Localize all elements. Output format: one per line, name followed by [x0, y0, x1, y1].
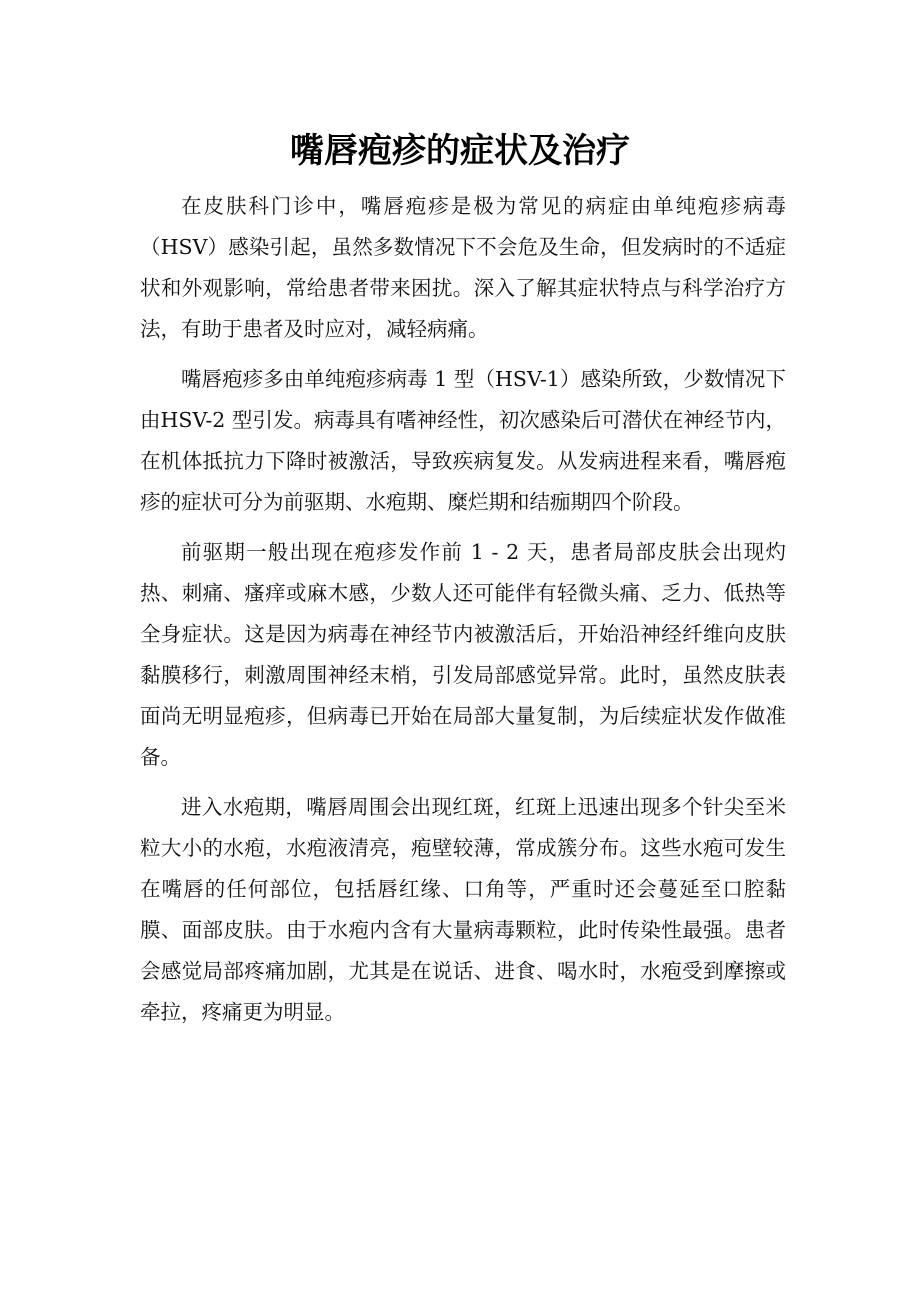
- paragraph: 进入水疱期，嘴唇周围会出现红斑，红斑上迅速出现多个针尖至米粒大小的水疱，水疱液清亮，疱壁较薄，常成簇分布。这些水疱可发生在嘴唇的任何部位，包括唇红缘、口角等，严重时还会蔓延至口腔黏膜、面部皮肤。由于水疱内含有大量病毒颗粒，此时传染性最强。患者会感觉局部疼痛加剧，尤其是在说话、进食、喝水时，水疱受到摩擦或牵拉，疼痛更为明显。: [140, 795, 786, 1024]
- paragraph: 在皮肤科门诊中，嘴唇疱疹是极为常见的病症由单纯疱疹病毒（HSV）感染引起，虽然多数情况下不会危及生命，但发病时的不适症状和外观影响，常给患者带来困扰。深入了解其症状特点与科学治疗方法，有助于患者及时应对，减轻病痛。: [140, 194, 786, 341]
- document-body: [140, 186, 786, 1042]
- paragraph: 前驱期一般出现在疱疹发作前 1 - 2 天，患者局部皮肤会出现灼热、刺痛、瘙痒或麻木感，少数人还可能伴有轻微头痛、乏力、低热等全身症状。这是因为病毒在神经节内被激活后，开始沿神经纤维向皮肤黏膜移行，刺激周围神经末梢，引发局部感觉异常。此时，虽然皮肤表面尚无明显疱疹，但病毒已开始在局部大量复制，为后续症状发作做准备。: [140, 540, 786, 769]
- paragraph: 嘴唇疱疹多由单纯疱疹病毒 1 型（HSV-1）感染所致，少数情况下由HSV-2 型引发。病毒具有嗜神经性，初次感染后可潜伏在神经节内，在机体抵抗力下降时被激活，导致疾病复发。从发病进程来看，嘴唇疱疹的症状可分为前驱期、水疱期、糜烂期和结痂期四个阶段。: [140, 367, 786, 514]
- document-title: 嘴唇疱疹的症状及治疗: [290, 131, 630, 171]
